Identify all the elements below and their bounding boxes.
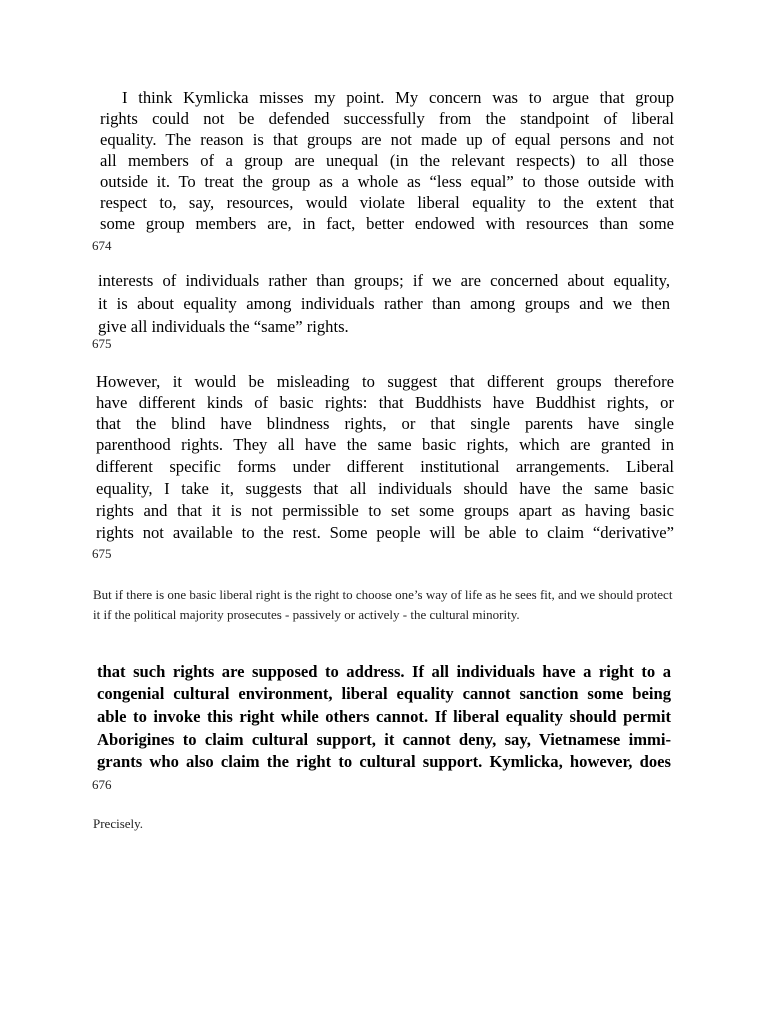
annotation-note: But if there is one basic liberal right is the right to choose one’s way of life as he sees fit, and we should protect it if the political majority prosecutes - passively or actively - the cultural minority. [93, 587, 673, 622]
excerpt-line: equality, I take it, suggests that all individuals should have the same basic [96, 479, 674, 498]
excerpt-line: However, it would be misleading to suggest that different groups therefore [96, 372, 674, 391]
annotation-note: Precisely. [93, 816, 144, 831]
excerpt-line: outside it. To treat the group as a whole as “less equal” to those outside with [100, 172, 674, 191]
excerpt-line: it is about equality among individuals rather than among groups and we then [98, 294, 670, 313]
excerpt-line: that the blind have blindness rights, or that single parents have single [96, 414, 674, 433]
excerpt-line: all members of a group are unequal (in the relevant respects) to all those [100, 151, 674, 170]
excerpt-line: grants who also claim the right to cultural support. Kymlicka, however, does [97, 752, 671, 771]
excerpt-line: interests of individuals rather than groups; if we are concerned about equality, [98, 271, 670, 290]
excerpt-line: different specific forms under different institutional arrangements. Liberal [96, 457, 674, 476]
excerpt-line: rights and that it is not permissible to set some groups apart as having basic [96, 501, 674, 520]
page-number: 675 [92, 546, 112, 561]
excerpt-line: rights could not be defended successfully from the standpoint of liberal [100, 109, 674, 128]
excerpt-line: I think Kymlicka misses my point. My concern was to argue that group [122, 88, 674, 107]
excerpt-line: give all individuals the “same” rights. [98, 317, 349, 336]
excerpt-line: parenthood rights. They all have the same basic rights, which are granted in [96, 435, 674, 454]
excerpt-line: able to invoke this right while others cannot. If liberal equality should permit [97, 707, 671, 726]
excerpt-line: equality. The reason is that groups are not made up of equal persons and not [100, 130, 674, 149]
page-number: 675 [92, 336, 112, 351]
page-number: 676 [92, 777, 112, 792]
excerpt-line: some group members are, in fact, better endowed with resources than some [100, 214, 674, 233]
excerpt-line: that such rights are supposed to address. If all individuals have a right to a [97, 662, 671, 681]
excerpt-line: have different kinds of basic rights: that Buddhists have Buddhist rights, or [96, 393, 674, 412]
page-number: 674 [92, 238, 112, 253]
excerpt-line: rights not available to the rest. Some people will be able to claim “derivative” [96, 523, 674, 542]
excerpt-line: congenial cultural environment, liberal equality cannot sanction some being [97, 684, 671, 703]
excerpt-line: respect to, say, resources, would violate liberal equality to the extent that [100, 193, 674, 212]
excerpt-line: Aborigines to claim cultural support, it cannot deny, say, Vietnamese immi- [97, 730, 671, 749]
